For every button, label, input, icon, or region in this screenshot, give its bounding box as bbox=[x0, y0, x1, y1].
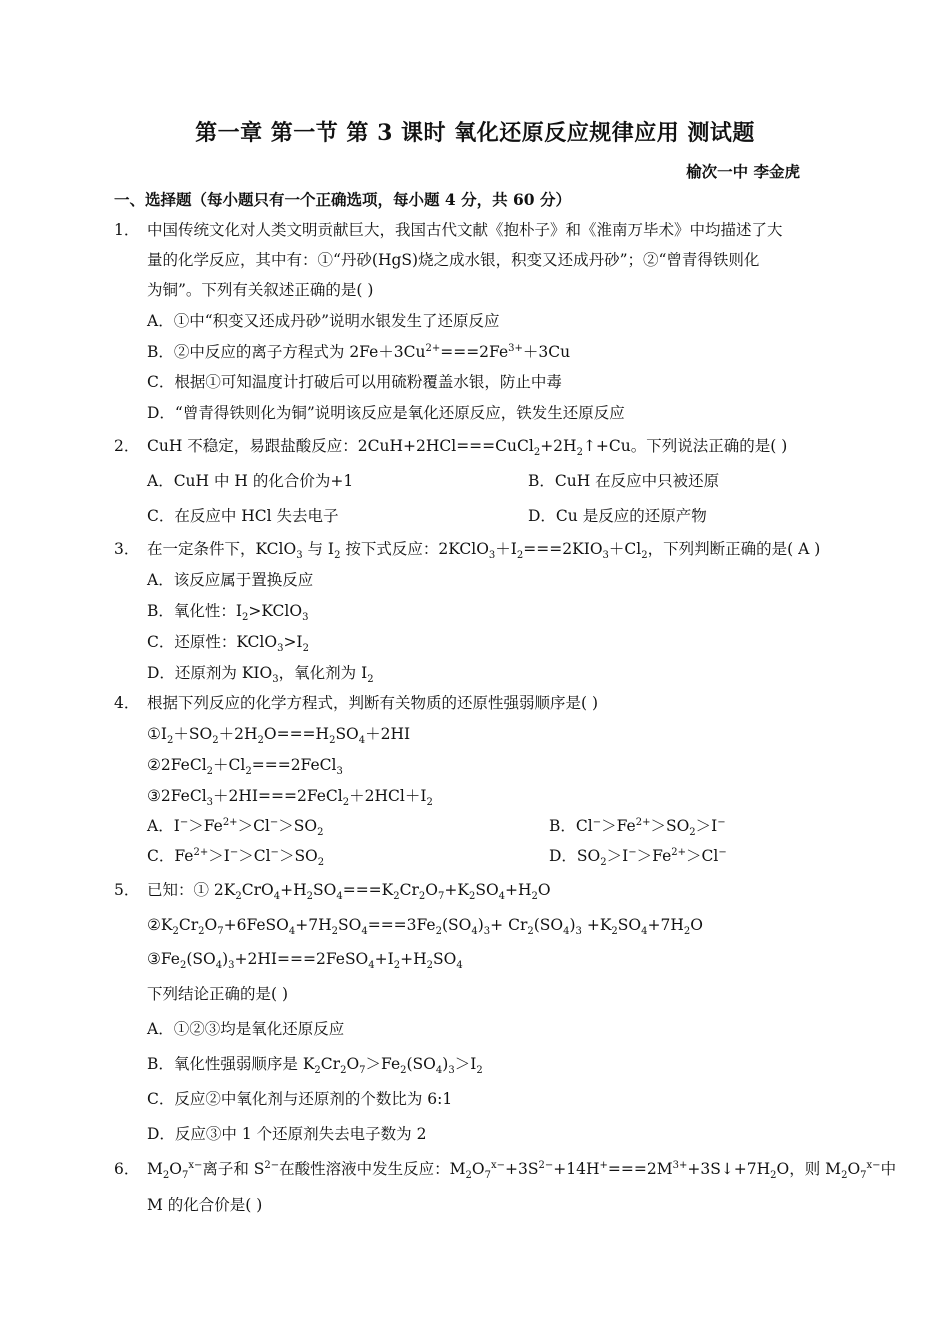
question-4-reaction-3: $③2FeCl_3+2HI===2FeCl_2+2HCl+I_2$ bbox=[147, 787, 433, 809]
question-5-reaction-3: $③Fe_2(SO_4)_3+2HI===2FeSO_4+I_2+H_2SO_4$ bbox=[147, 950, 463, 972]
question-1-stem-line-2: 量的化学反应，其中有：①“丹砂(HgS)烧之成水银，积变又还成丹砂”；②“曾青得铁则化 bbox=[147, 251, 760, 269]
question-5-option-b: B．氧化性强弱顺序是 $K_2Cr_2O_7>Fe_2(SO_4)_3>I_2$ bbox=[147, 1055, 483, 1077]
question-1-option-d: D．“曾青得铁则化为铜”说明该反应是氧化还原反应，铁发生还原反应 bbox=[147, 404, 625, 422]
question-2-number: 2． bbox=[114, 437, 140, 455]
question-3-option-a: A．该反应属于置换反应 bbox=[147, 571, 314, 589]
author-line: 榆次一中 李金虎 bbox=[686, 162, 800, 181]
question-1-stem-line-3: 为铜”。下列有关叙述正确的是( ) bbox=[147, 281, 374, 299]
question-6-number: 6． bbox=[114, 1160, 140, 1178]
question-4-option-a: A．$I^->Fe^{2+}>Cl^->SO_2$ bbox=[147, 816, 324, 839]
question-1-stem-line-1: 中国传统文化对人类文明贡献巨大，我国古代文献《抱朴子》和《淮南万毕术》中均描述了大 bbox=[147, 221, 783, 239]
question-1-number: 1． bbox=[114, 221, 140, 239]
question-4-option-b: B．$Cl^->Fe^{2+}>SO_2>I^-$ bbox=[549, 816, 726, 839]
question-5-stem: 下列结论正确的是( ) bbox=[147, 985, 289, 1003]
question-3-option-c: C．还原性：$KClO_3>I_2$ bbox=[147, 633, 309, 655]
page-title: 第一章 第一节 第 3 课时 氧化还原反应规律应用 测试题 bbox=[195, 120, 755, 146]
question-5-option-c: C．反应②中氧化剂与还原剂的个数比为 6:1 bbox=[147, 1090, 453, 1108]
question-5-number: 5． bbox=[114, 881, 140, 899]
question-5-reaction-1: 已知：① $2K_2CrO_4+H_2SO_4===K_2Cr_2O_7+K_2SO_4+H_2O$ bbox=[147, 881, 551, 903]
question-5-option-a: A．①②③均是氧化还原反应 bbox=[147, 1020, 345, 1038]
question-2-option-a: A．CuH 中 H 的化合价为+1 bbox=[147, 472, 354, 490]
question-5-reaction-2: $②K_2Cr_2O_7+6FeSO_4+7H_2SO_4===3Fe_2(SO_4)_3+ Cr_2(SO_4)_3 +K_2SO_4+7H_2O$ bbox=[147, 916, 703, 938]
question-2-option-d: D．Cu 是反应的还原产物 bbox=[528, 507, 707, 525]
question-4-reaction-2: $②2FeCl_2+Cl_2===2FeCl_3$ bbox=[147, 756, 343, 778]
question-1-option-c: C．根据①可知温度计打破后可以用硫粉覆盖水银，防止中毒 bbox=[147, 373, 562, 391]
question-5-option-d: D．反应③中 1 个还原剂失去电子数为 2 bbox=[147, 1125, 427, 1143]
question-4-number: 4． bbox=[114, 694, 140, 712]
question-4-option-c: C．$Fe^{2+}>I^->Cl^->SO_2$ bbox=[147, 846, 325, 869]
question-4-reaction-1: $①I_2+SO_2+2H_2O===H_2SO_4+2HI$ bbox=[147, 725, 411, 747]
question-3-number: 3． bbox=[114, 540, 140, 558]
question-1-option-b: B．②中反应的离子方程式为 $2Fe+3Cu^{2+}===2Fe^{3+}+3Cu$ bbox=[147, 342, 571, 361]
question-3-option-b: B．氧化性：$I_2>KClO_3$ bbox=[147, 602, 309, 624]
question-1-option-a: A．①中“积变又还成丹砂”说明水银发生了还原反应 bbox=[147, 312, 500, 330]
question-2-stem: CuH 不稳定，易跟盐酸反应：$2CuH+2HCl===CuCl_2+2H_2↑+Cu$。下列说法正确的是( ) bbox=[147, 437, 788, 459]
question-6-stem-line-2: M 的化合价是( ) bbox=[147, 1196, 263, 1214]
question-6-stem-line-1: $M_2O_7^{x-}$离子和 $S^{2-}$在酸性溶液中发生反应：$M_2O_7^{x-}+3S^{2-}+14H^+===2M^{3+}+3S↓+7H_2O$，则 $M_2O_7^{x-}$中 bbox=[147, 1159, 897, 1182]
question-4-stem: 根据下列反应的化学方程式，判断有关物质的还原性强弱顺序是( ) bbox=[147, 694, 599, 712]
question-2-option-b: B．CuH 在反应中只被还原 bbox=[528, 472, 720, 490]
question-2-option-c: C．在反应中 HCl 失去电子 bbox=[147, 507, 339, 525]
question-4-option-d: D．$SO_2>I^->Fe^{2+}>Cl^-$ bbox=[549, 846, 727, 869]
question-3-option-d: D．还原剂为 $KIO_3$，氧化剂为 $I_2$ bbox=[147, 664, 374, 686]
question-3-stem: 在一定条件下，KClO$_3$ 与 $I_2$ 按下式反应：$2KClO_3+I_2===2KIO_3+Cl_2$，下列判断正确的是( A ) bbox=[147, 540, 821, 562]
section-heading: 一、选择题（每小题只有一个正确选项，每小题 4 分，共 60 分） bbox=[114, 190, 571, 209]
